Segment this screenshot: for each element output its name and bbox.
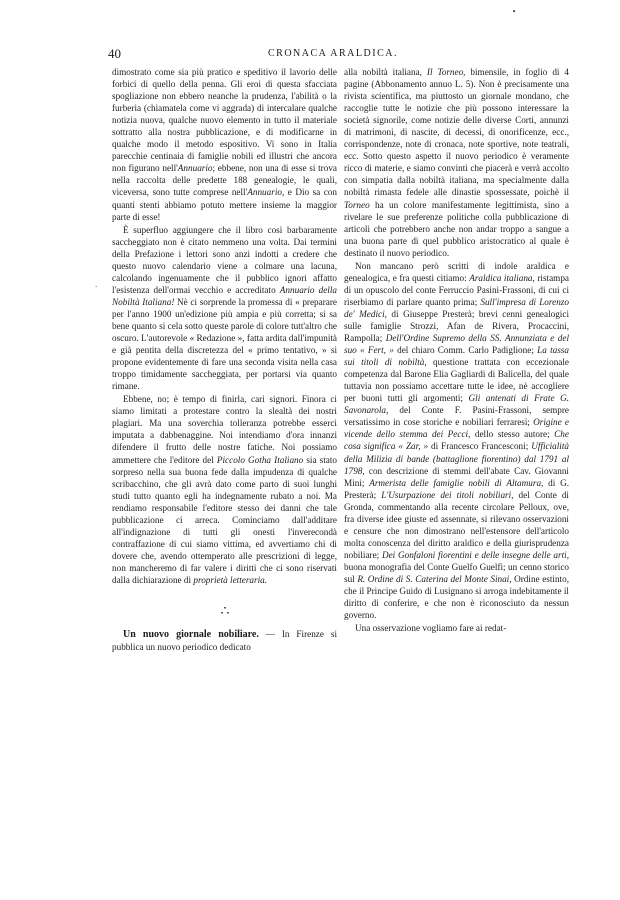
- running-title: CRONACA ARALDICA.: [268, 48, 398, 59]
- page-number: 40: [108, 46, 121, 61]
- right-column: [344, 66, 569, 634]
- paragraph: dimostrato come sia più pratico e speditivo il lavorio delle forbici di quello della penna. Gli eroi di questa sfacciata spogliazione non ebbero neanche la prudenza, l'abilità o la furberia (chiamatela come vi aggrada) di intercalare qualche notizia nuova, qualche nuovo elemento in tutto il materiale sottratto alla nostra pubblicazione, e di modificarne in qualche modo il metodo espositivo. Vi sono in Italia parecchie centinaia di famiglie nobili ed illustri che ancora non figurano nell'Annuario; ebbene, non una di esse si trova nella raccolta delle predette 188 genealogie, le quali, viceversa, sono tutte comprese nell'Annuario, e Dio sa con quanti stenti abbiamo potuto mettere insieme la maggior parte di esse!: [112, 67, 337, 222]
- speck-mark: •: [512, 8, 517, 16]
- paragraph: Una osservazione vogliamo fare ai redat-: [355, 623, 507, 634]
- paragraph: Ebbene, no; è tempo di finirla, cari signori. Finora ci siamo limitati a protestare contro la slealtà dei nostri plagiari. Ma una soverchia tolleranza potrebbe esserci imputata a dabbenaggine. Noi intendiamo d'ora innanzi difendere il frutto delle nostre fatiche. Noi possiamo ammettere che l'editore del Piccolo Gotha Italiano sia stato sorpreso nella sua buona fede dalla impudenza di qualche scribacchino, che gli avrà dato come parto di suoi lunghi studi tutto quanto egli ha indegnamente rubato a noi. Ma rendiamo responsabile l'editore stesso dei danni che tale pubblicazione ci arreca. Cominciamo dall'additare all'indignazione di tutti gli onesti l'inverecondà contraffazione di cui siamo vittima, ed avvertiamo chi di dovere che, avendo ottemperato alle prescrizioni di legge, non mancheremo di far valere i diritti che ci sono riservati dalla dichiarazione di proprietà letteraria.: [112, 394, 338, 585]
- paragraph: È superfluo aggiungere che il libro così barbaramente saccheggiato non è citato nemmeno una volta. Dai termini della Prefazione i lettori sono anzi indotti a credere che questo nuovo calendario viene a colmare una lacuna, calcolando ingenuamente che il pubblico ignori affatto l'esistenza dell'ormai vecchio e accreditato Annuario della Nobiltà Italiana! Nè ci sorprende la promessa di « preparare per l'anno 1900 un'edizione più ampia e più corretta; si sa bene quanto si cela sotto queste parole di colore tutt'altro che oscuro. L'autorevole « Redazione », fatta ardita dall'impunità e già pentita della discretezza del « primo tentativo, » si propone evidentemente di fare una seconda visita nella casa troppo timidamente saccheggiata, per portarsi via quanto rimane.: [112, 224, 337, 392]
- news-heading: Un nuovo giornale nobiliare.: [123, 629, 259, 641]
- left-column: [112, 66, 337, 653]
- paragraph: alla nobiltà italiana, Il Torneo, bimensile, in foglio di 4 pagine (Abbonamento annuo L. 5). Non è precisamente una rivista scientifica, ma piuttosto un giornale mondano, che raccoglie tutte le notizie che più possono interessare la società signorile, come notizie delle diverse Corti, annunzi di matrimoni, di nascite, di decessi, di onorificenze, ecc., corrispondenze, note di cronaca, note sportive, note teatrali, ecc. Sotto questo aspetto il nuovo periodico è veramente ricco di materie, e siamo convinti che piacerà e verrà accolto con simpatia dalla nobiltà italiana, ma specialmente dalla nobiltà rimasta fedele alle dinastie spossessate, poichè il Torneo ha un colore manifestamente legittimista, sino a rivelare le sue preferenze politiche colla pubblicazione di articoli che potrebbero anche non andar troppo a sangue a una buona parte di quel pubblico aristocratico al quale è destinato il nuovo periodico.: [344, 67, 569, 258]
- news-item: Un nuovo giornale nobiliare. — In Firenze si pubblica un nuovo periodico dedicato: [112, 629, 337, 653]
- margin-mark: ·: [95, 283, 98, 291]
- page-header: [108, 46, 558, 62]
- asterism-divider: ∴: [220, 604, 229, 620]
- paragraph: Non mancano però scritti di indole araldica e genealogica, e fra questi citiamo: Araldica italiana, ristampa di un opuscolo del conte Ferruccio Pasini-Frassoni, di cui ci riserbiamo di parlare quanto prima; Sull'impresa di Lorenzo de' Medici, di Giuseppe Presterà; brevi cenni genealogici sulle famiglie Strozzi, Afan de Rivera, Procaccini, Rampolla; Dell'Ordine Supremo della SS. Annunziata e del suo « Fert, » del chiaro Comm. Carlo Padiglione; La tassa sui titoli di nobiltà, questione trattata con eccezionale competenza dal Barone Elia Gagliardi di Balicella, del quale tuttavia non possiamo accettare tutte le idee, nè accogliere per buoni tutti gli argomenti; Gli antenati di Frate G. Savonarola, del Conte F. Pasini-Frassoni, sempre versatissimo in cose storiche e nobiliari ferraresi; Origine e vicende dello stemma dei Pecci, dello stesso autore; Che cosa significa « Zar, » di Francesco Francesconi; Ufficialità della Milizia di bande (battaglione fiorentino) dal 1791 al 1798, con descrizione di stemmi dell'abate Cav. Giovanni Mini; Armerista delle famiglie nobili di Altamura, di G. Presterà; L'Usurpazione dei titoli nobiliari, del Conte di Gronda, commentando alla recente circolare Pelloux, ove, fra diverse idee giuste ed assennate, si rilevano osservazioni e censure che non dimostrano nell'estensore dell'articolo molta conoscenza del diritto araldico e della giurisprudenza nobiliare; Dei Gonfaloni fiorentini e delle insegne delle arti, buona monografia del Conte Guelfo Guelfi; un cenno storico sul R. Ordine di S. Caterina del Monte Sinai, Ordine estinto, che il Principe Guido di Lusignano si arroga indebitamente il diritto di conferire, e che non è riconosciuto da nessun governo.: [344, 260, 570, 621]
